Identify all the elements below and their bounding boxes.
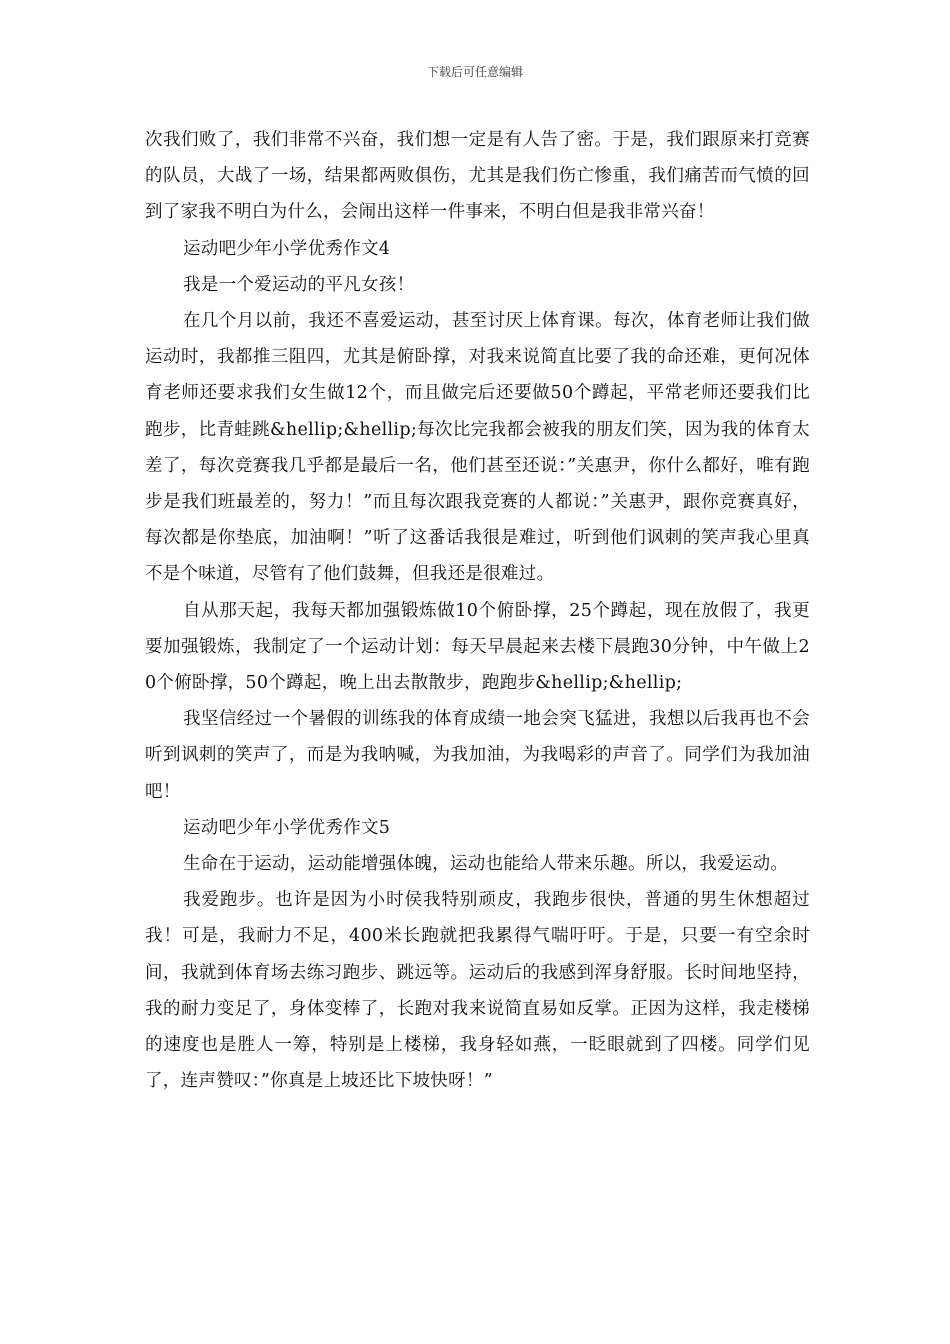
paragraph: 自从那天起，我每天都加强锻炼做10个俯卧撑，25个蹲起，现在放假了，我更要加强锻炼，我制定了一个运动计划：每天早晨起来去楼下晨跑30分钟，中午做上20个俯卧撑，50个蹲起，晚上出去散散步，跑跑步&hellip;&hellip; [145,600,810,694]
paragraph: 我是一个爱运动的平凡女孩！ [183,274,415,295]
document-body [145,122,810,1099]
paragraph: 我爱跑步。也许是因为小时侯我特别顽皮，我跑步很快，普通的男生休想超过我！可是，我耐力不足，400米长跑就把我累得气喘吁吁。于是，只要一有空余时间，我就到体育场去练习跑步、跳远等。运动后的我感到浑身舒服。长时间地坚持，我的耐力变足了，身体变棒了，长跑对我来说简直易如反掌。正因为这样，我走楼梯的速度也是胜人一筹，特别是上楼梯，我身轻如燕，一眨眼就到了四楼。同学们见了，连声赞叹：”你真是上坡还比下坡快呀！” [145,890,810,1092]
paragraph: 生命在于运动，运动能增强体魄，运动也能给人带来乐趣。所以，我爱运动。 [183,854,789,875]
essay-title-5: 运动吧少年小学优秀作文5 [183,817,391,838]
essay-title-4: 运动吧少年小学优秀作文4 [183,238,391,259]
paragraph: 我坚信经过一个暑假的训练我的体育成绩一地会突飞猛进，我想以后我再也不会听到讽刺的笑声了，而是为我呐喊，为我加油，为我喝彩的声音了。同学们为我加油吧！ [145,709,810,802]
paragraph: 在几个月以前，我还不喜爱运动，甚至讨厌上体育课。每次，体育老师让我们做运动时，我都推三阻四，尤其是俯卧撑，对我来说简直比要了我的命还难，更何况体育老师还要求我们女生做12个，而且做完后还要做50个蹲起，平常老师还要我们比跑步，比青蛙跳&hellip;&hellip;每次比完我都会被我的朋友们笑，因为我的体育太差了，每次竞赛我几乎都是最后一名，他们甚至还说：”关惠尹，你什么都好，唯有跑步是我们班最差的，努力！”而且每次跟我竞赛的人都说：”关惠尹，跟你竞赛真好，每次都是你垫底，加油啊！”听了这番话我很是难过，听到他们讽刺的笑声我心里真不是个味道，尽管有了他们鼓舞，但我还是很难过。 [145,311,810,585]
page-header: 下载后可任意编辑 [426,65,523,79]
paragraph-continuation: 次我们败了，我们非常不兴奋，我们想一定是有人告了密。于是，我们跟原来打竞赛的队员，大战了一场，结果都两败俱伤，尤其是我们伤亡惨重，我们痛苦而气愤的回到了家我不明白为什么，会闹出这样一件事来，不明白但是我非常兴奋！ [145,130,810,223]
